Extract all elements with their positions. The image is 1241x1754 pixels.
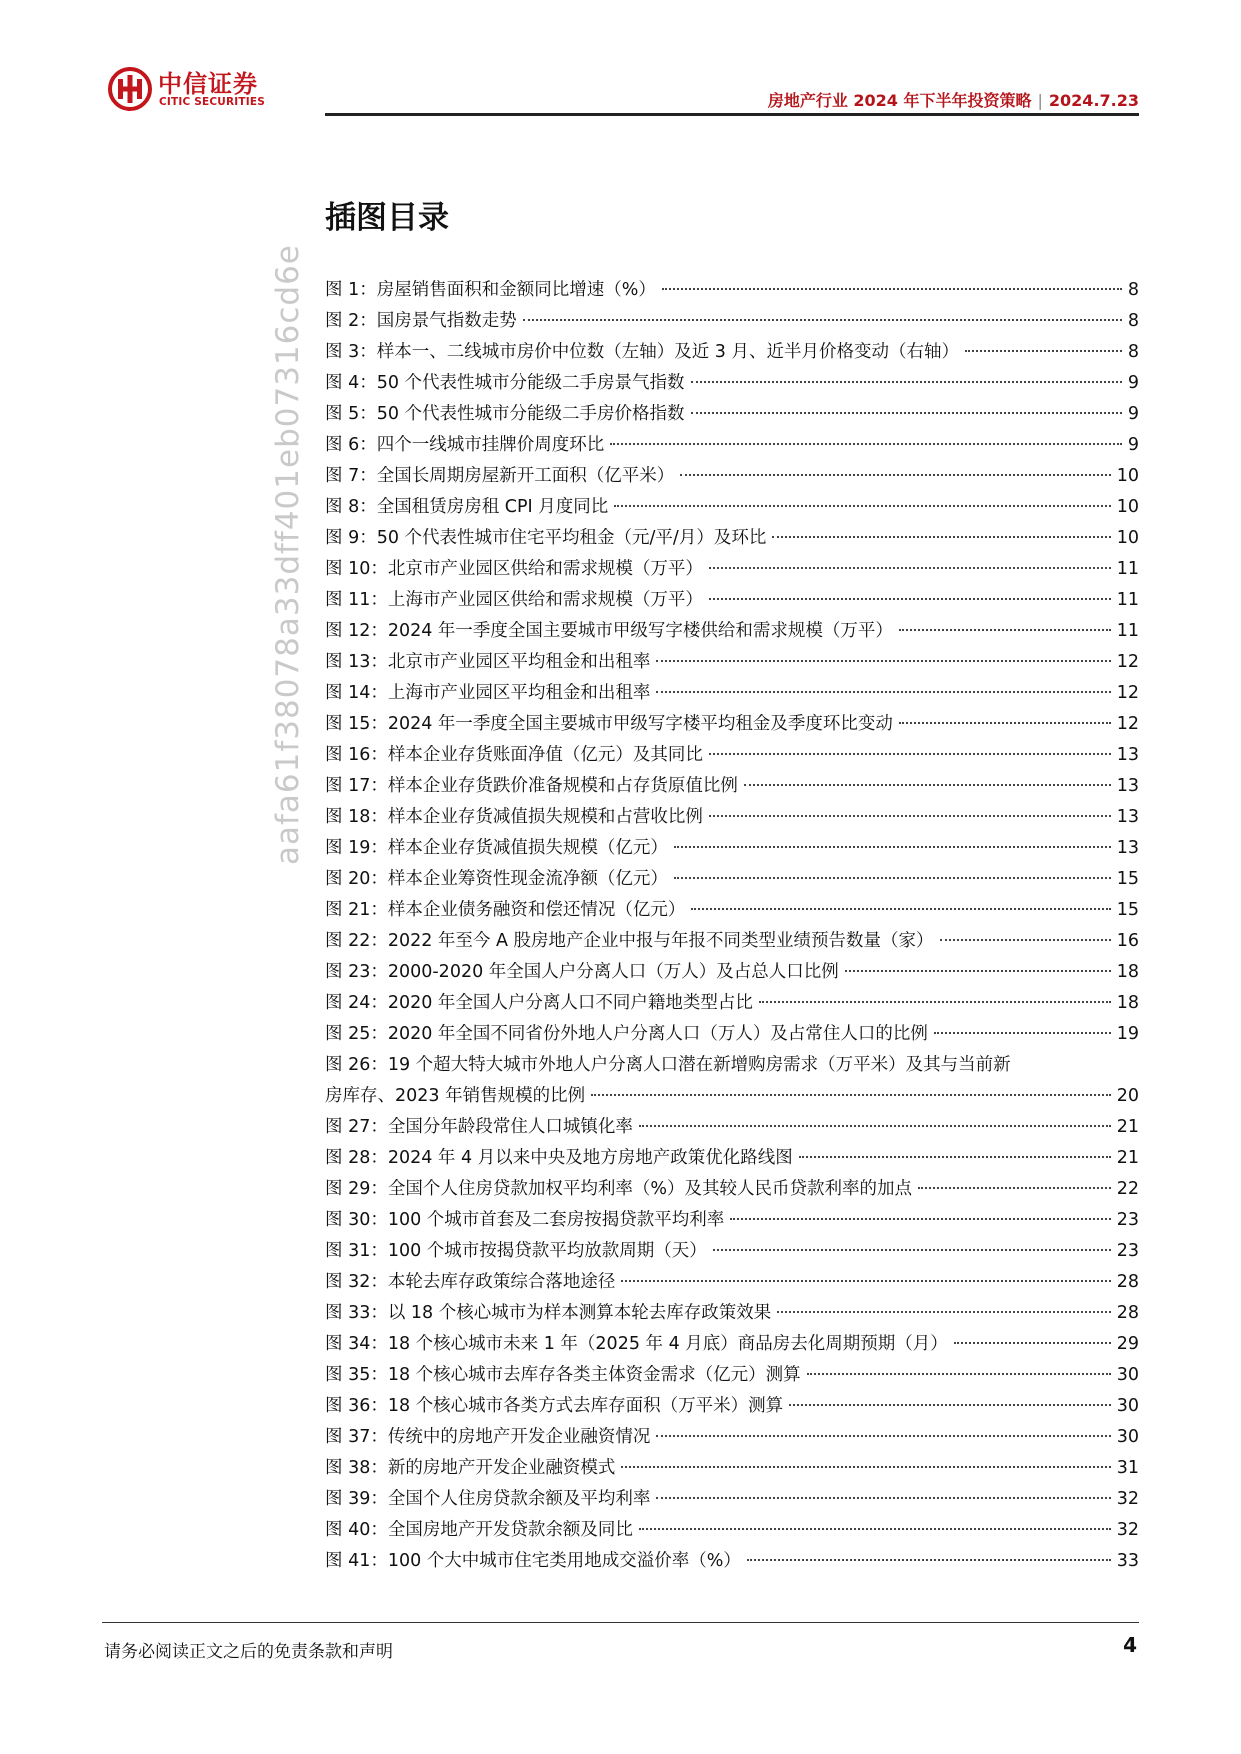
toc-entry-label-line1: 图 26：19 个超大特大城市外地人户分离人口潜在新增购房需求（万平米）及其与当前新 — [325, 1055, 1011, 1075]
toc-entry[interactable] — [325, 399, 1139, 430]
toc-leader-dots — [730, 1218, 1110, 1220]
toc-entry-page: 8 — [1127, 280, 1139, 300]
toc-entry-page: 30 — [1116, 1365, 1139, 1385]
toc-entry[interactable] — [325, 1546, 1139, 1577]
toc-leader-dots — [744, 784, 1111, 786]
toc-leader-dots — [691, 381, 1122, 383]
toc-entry-page: 9 — [1127, 404, 1139, 424]
toc-leader-dots — [639, 1125, 1111, 1127]
toc-entry-label: 图 13：北京市产业园区平均租金和出租率 — [325, 652, 651, 672]
toc-entry-label: 图 7：全国长周期房屋新开工面积（亿平米） — [325, 466, 675, 486]
toc-entry-label: 图 1：房屋销售面积和金额同比增速（%） — [325, 280, 656, 300]
toc-entry[interactable] — [325, 275, 1139, 306]
toc-entry-page: 33 — [1116, 1551, 1139, 1571]
toc-entry[interactable] — [325, 1298, 1139, 1329]
toc-leader-dots — [899, 722, 1111, 724]
toc-entry-page: 15 — [1116, 900, 1139, 920]
figure-list-part1 — [325, 275, 1139, 1050]
toc-entry[interactable] — [325, 833, 1139, 864]
toc-leader-dots — [713, 1249, 1111, 1251]
toc-entry-page: 18 — [1116, 993, 1139, 1013]
toc-leader-dots — [656, 1497, 1110, 1499]
logo-english-name: CITIC SECURITIES — [159, 96, 266, 108]
toc-entry-page: 28 — [1116, 1272, 1139, 1292]
toc-entry-page: 13 — [1116, 838, 1139, 858]
toc-leader-dots — [799, 1156, 1111, 1158]
header-divider — [325, 113, 1139, 116]
toc-entry[interactable] — [325, 337, 1139, 368]
figure-list-part2 — [325, 1112, 1139, 1577]
toc-entry[interactable] — [325, 368, 1139, 399]
toc-entry-page: 13 — [1116, 776, 1139, 796]
toc-leader-dots — [691, 908, 1110, 910]
toc-entry[interactable] — [325, 1112, 1139, 1143]
toc-entry-label: 图 35：18 个核心城市去库存各类主体资金需求（亿元）测算 — [325, 1365, 801, 1385]
toc-leader-dots — [789, 1404, 1111, 1406]
toc-leader-dots — [899, 629, 1111, 631]
toc-entry-label: 图 16：样本企业存货账面净值（亿元）及其同比 — [325, 745, 703, 765]
toc-leader-dots — [759, 1001, 1111, 1003]
company-logo — [108, 64, 268, 114]
toc-entry-label: 图 15：2024 年一季度全国主要城市甲级写字楼平均租金及季度环比变动 — [325, 714, 893, 734]
watermark: aafa61f38078a33dff401eb07316cd6e — [270, 244, 306, 865]
toc-entry[interactable] — [325, 430, 1139, 461]
toc-entry-page: 30 — [1116, 1396, 1139, 1416]
toc-entry-label: 图 37：传统中的房地产开发企业融资情况 — [325, 1427, 651, 1447]
toc-entry-page: 11 — [1116, 559, 1139, 579]
toc-leader-dots — [621, 1466, 1110, 1468]
toc-entry-page: 12 — [1116, 652, 1139, 672]
toc-entry[interactable] — [325, 864, 1139, 895]
toc-leader-dots — [680, 474, 1111, 476]
toc-leader-dots — [656, 691, 1110, 693]
toc-leader-dots — [940, 939, 1111, 941]
toc-leader-dots — [807, 1373, 1111, 1375]
toc-entry[interactable] — [325, 1453, 1139, 1484]
toc-entry[interactable] — [325, 1360, 1139, 1391]
toc-entry-label: 图 32：本轮去库存政策综合落地途径 — [325, 1272, 616, 1292]
report-title: 房地产行业 2024 年下半年投资策略 — [767, 91, 1032, 110]
toc-entry-page: 21 — [1116, 1148, 1139, 1168]
toc-leader-dots — [777, 1311, 1110, 1313]
toc-leader-dots — [954, 1342, 1111, 1344]
toc-entry[interactable] — [325, 1391, 1139, 1422]
toc-entry-label: 图 41：100 个大中城市住宅类用地成交溢价率（%） — [325, 1551, 741, 1571]
toc-leader-dots — [639, 1528, 1111, 1530]
toc-leader-dots — [656, 660, 1110, 662]
toc-entry-page: 13 — [1116, 745, 1139, 765]
toc-leader-dots — [918, 1187, 1111, 1189]
report-date: 2024.7.23 — [1048, 91, 1139, 110]
toc-entry[interactable] — [325, 678, 1139, 709]
citic-logo-icon — [108, 67, 152, 111]
toc-entry[interactable] — [325, 709, 1139, 740]
toc-entry-label: 图 17：样本企业存货跌价准备规模和占存货原值比例 — [325, 776, 738, 796]
toc-leader-dots — [772, 536, 1110, 538]
toc-entry-label: 图 36：18 个核心城市各类方式去库存面积（万平米）测算 — [325, 1396, 784, 1416]
toc-entry-page: 9 — [1127, 373, 1139, 393]
toc-entry-label: 图 34：18 个核心城市未来 1 年（2025 年 4 月底）商品房去化周期预期（月） — [325, 1334, 948, 1354]
toc-leader-dots — [674, 846, 1111, 848]
toc-entry[interactable] — [325, 1174, 1139, 1205]
toc-entry-label: 图 8：全国租赁房房租 CPI 月度同比 — [325, 497, 609, 517]
toc-leader-dots — [709, 815, 1111, 817]
toc-entry[interactable] — [325, 1515, 1139, 1546]
toc-leader-dots — [591, 1094, 1111, 1096]
toc-entry[interactable] — [325, 585, 1139, 616]
toc-leader-dots — [709, 567, 1111, 569]
toc-entry-label: 图 39：全国个人住房贷款余额及平均利率 — [325, 1489, 651, 1509]
toc-entry-label: 图 21：样本企业债务融资和偿还情况（亿元） — [325, 900, 686, 920]
toc-entry-page: 11 — [1116, 621, 1139, 641]
toc-entry-label: 图 27：全国分年龄段常住人口城镇化率 — [325, 1117, 633, 1137]
toc-entry-page: 15 — [1116, 869, 1139, 889]
toc-leader-dots — [845, 970, 1111, 972]
toc-entry[interactable] — [325, 771, 1139, 802]
toc-leader-dots — [610, 443, 1122, 445]
page-title: 插图目录 — [325, 200, 449, 236]
toc-entry[interactable] — [325, 1422, 1139, 1453]
report-header — [768, 88, 1139, 111]
toc-entry[interactable] — [325, 554, 1139, 585]
toc-leader-dots — [965, 350, 1122, 352]
toc-entry-page: 10 — [1116, 466, 1139, 486]
toc-entry[interactable] — [325, 1236, 1139, 1267]
toc-entry-label: 图 25：2020 年全国不同省份外地人户分离人口（万人）及占常住人口的比例 — [325, 1024, 928, 1044]
toc-entry[interactable] — [325, 926, 1139, 957]
toc-entry-page: 21 — [1116, 1117, 1139, 1137]
toc-leader-dots — [662, 288, 1122, 290]
toc-entry-page: 28 — [1116, 1303, 1139, 1323]
toc-entry-label: 图 33：以 18 个核心城市为样本测算本轮去库存政策效果 — [325, 1303, 772, 1323]
toc-entry[interactable] — [325, 1205, 1139, 1236]
toc-entry-label: 图 2：国房景气指数走势 — [325, 311, 517, 331]
toc-entry-page: 32 — [1116, 1520, 1139, 1540]
toc-entry[interactable] — [325, 802, 1139, 833]
toc-entry[interactable] — [325, 616, 1139, 647]
toc-entry-label: 图 9：50 个代表性城市住宅平均租金（元/平/月）及环比 — [325, 528, 767, 548]
toc-entry-label: 图 4：50 个代表性城市分能级二手房景气指数 — [325, 373, 685, 393]
toc-entry-label: 图 14：上海市产业园区平均租金和出租率 — [325, 683, 651, 703]
toc-entry-page: 12 — [1116, 683, 1139, 703]
toc-entry-wrapped[interactable] — [325, 1050, 1139, 1112]
toc-entry-page: 23 — [1116, 1210, 1139, 1230]
toc-entry-label: 图 40：全国房地产开发贷款余额及同比 — [325, 1520, 633, 1540]
toc-entry[interactable] — [325, 1329, 1139, 1360]
figure-list — [325, 275, 1139, 1577]
toc-entry-label: 图 20：样本企业筹资性现金流净额（亿元） — [325, 869, 668, 889]
toc-leader-dots — [621, 1280, 1110, 1282]
toc-entry-page: 12 — [1116, 714, 1139, 734]
toc-entry-label: 图 3：样本一、二线城市房价中位数（左轴）及近 3 月、近半月价格变动（右轴） — [325, 342, 959, 362]
toc-entry-page: 19 — [1116, 1024, 1139, 1044]
toc-leader-dots — [656, 1435, 1110, 1437]
footer-disclaimer: 请务必阅读正文之后的免责条款和声明 — [104, 1642, 393, 1662]
toc-entry-page: 29 — [1116, 1334, 1139, 1354]
toc-entry-page: 10 — [1116, 497, 1139, 517]
toc-leader-dots — [691, 412, 1122, 414]
toc-entry-label: 图 31：100 个城市按揭贷款平均放款周期（天） — [325, 1241, 707, 1261]
page-number: 4 — [1123, 1633, 1137, 1657]
toc-entry-page: 23 — [1116, 1241, 1139, 1261]
footer-divider — [102, 1622, 1139, 1623]
toc-entry-label: 图 23：2000-2020 年全国人户分离人口（万人）及占总人口比例 — [325, 962, 839, 982]
toc-entry-page: 8 — [1127, 311, 1139, 331]
toc-entry-page: 8 — [1127, 342, 1139, 362]
toc-entry[interactable] — [325, 1484, 1139, 1515]
toc-leader-dots — [614, 505, 1110, 507]
toc-entry[interactable] — [325, 1019, 1139, 1050]
toc-entry-label: 图 24：2020 年全国人户分离人口不同户籍地类型占比 — [325, 993, 753, 1013]
toc-entry-label: 图 12：2024 年一季度全国主要城市甲级写字楼供给和需求规模（万平） — [325, 621, 893, 641]
toc-entry[interactable] — [325, 306, 1139, 337]
toc-entry-label: 图 10：北京市产业园区供给和需求规模（万平） — [325, 559, 703, 579]
toc-entry-page: 31 — [1116, 1458, 1139, 1478]
toc-leader-dots — [674, 877, 1111, 879]
toc-entry-page: 11 — [1116, 590, 1139, 610]
toc-entry-page: 16 — [1116, 931, 1139, 951]
toc-entry[interactable] — [325, 740, 1139, 771]
toc-entry[interactable] — [325, 492, 1139, 523]
toc-leader-dots — [523, 319, 1122, 321]
toc-entry-page: 10 — [1116, 528, 1139, 548]
toc-entry[interactable] — [325, 957, 1139, 988]
toc-entry[interactable] — [325, 1267, 1139, 1298]
toc-entry-label-line2: 房库存、2023 年销售规模的比例 — [325, 1086, 586, 1106]
toc-entry[interactable] — [325, 895, 1139, 926]
toc-entry-label: 图 28：2024 年 4 月以来中央及地方房地产政策优化路线图 — [325, 1148, 793, 1168]
toc-entry-label: 图 22：2022 年至今 A 股房地产企业中报与年报不同类型业绩预告数量（家） — [325, 931, 934, 951]
toc-entry-page: 32 — [1116, 1489, 1139, 1509]
toc-entry-page: 22 — [1116, 1179, 1139, 1199]
toc-entry-label: 图 30：100 个城市首套及二套房按揭贷款平均利率 — [325, 1210, 725, 1230]
toc-entry[interactable] — [325, 461, 1139, 492]
toc-entry-page: 9 — [1127, 435, 1139, 455]
toc-entry[interactable] — [325, 988, 1139, 1019]
toc-entry-page: 18 — [1116, 962, 1139, 982]
toc-entry-page: 13 — [1116, 807, 1139, 827]
toc-entry-page: 30 — [1116, 1427, 1139, 1447]
toc-entry-label: 图 29：全国个人住房贷款加权平均利率（%）及其较人民币贷款利率的加点 — [325, 1179, 912, 1199]
toc-entry-label: 图 38：新的房地产开发企业融资模式 — [325, 1458, 616, 1478]
toc-entry[interactable] — [325, 523, 1139, 554]
toc-entry-label: 图 6：四个一线城市挂牌价周度环比 — [325, 435, 605, 455]
toc-entry-label: 图 18：样本企业存货减值损失规模和占营收比例 — [325, 807, 703, 827]
toc-leader-dots — [747, 1559, 1111, 1561]
toc-leader-dots — [709, 753, 1111, 755]
toc-entry-label: 图 11：上海市产业园区供给和需求规模（万平） — [325, 590, 703, 610]
toc-entry-page: 20 — [1116, 1086, 1139, 1106]
toc-entry[interactable] — [325, 1143, 1139, 1174]
header-separator: | — [1037, 91, 1043, 110]
toc-leader-dots — [934, 1032, 1111, 1034]
toc-entry-label: 图 19：样本企业存货减值损失规模（亿元） — [325, 838, 668, 858]
toc-entry[interactable] — [325, 647, 1139, 678]
logo-chinese-name: 中信证券 — [158, 70, 258, 98]
toc-entry-label: 图 5：50 个代表性城市分能级二手房价格指数 — [325, 404, 685, 424]
toc-leader-dots — [709, 598, 1111, 600]
